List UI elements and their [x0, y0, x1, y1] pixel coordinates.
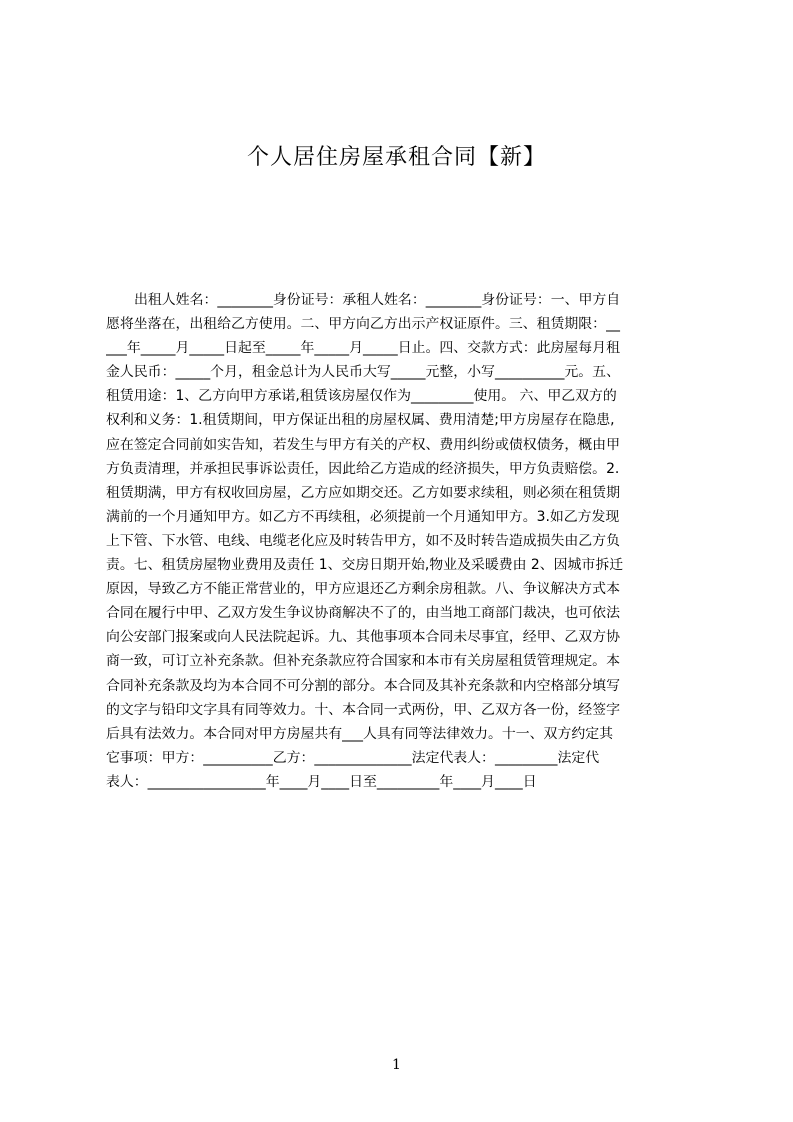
body-line: 向公安部门报案或向人民法院起诉。九、其他事项本合同未尽事宜，经甲、乙双方协: [106, 629, 620, 646]
body-line: 方负责清理，并承担民事诉讼责任，因此给乙方造成的经济损失，甲方负责赔偿。2.: [106, 460, 620, 477]
body-line: 合同补充条款及均为本合同不可分割的部分。本合同及其补充条款和内空格部分填写: [106, 677, 620, 694]
body-line: 应在签定合同前如实告知，若发生与甲方有关的产权、费用纠纷或债权债务，概由甲: [106, 436, 620, 453]
body-line: 它事项：甲方：__________乙方：______________法定代表人：_________法定代: [106, 749, 600, 766]
document-title: 个人居住房屋承租合同【新】: [246, 145, 546, 170]
body-line: 合同在履行中甲、乙双方发生争议协商解决不了的，由当地工商部门裁决，也可依法: [106, 605, 620, 622]
body-line: 金人民币：_____个月，租金总计为人民币大写_____元整，小写__________元。五、: [106, 364, 620, 381]
body-line: 满前的一个月通知甲方。如乙方不再续租，必须提前一个月通知甲方。3.如乙方发现: [106, 508, 620, 525]
body-line: 权利和义务：1.租赁期间，甲方保证出租的房屋权属、费用清楚;甲方房屋存在隐患,: [106, 412, 615, 429]
body-line: 责。七、租赁房屋物业费用及责任 1、交房日期开始,物业及采暖费由 2、因城市拆迁: [106, 557, 624, 574]
body-line: 上下管、下水管、电线、电缆老化应及时转告甲方，如不及时转告造成损失由乙方负: [106, 532, 620, 549]
page-number: 1: [392, 1057, 401, 1073]
body-line: 愿将坐落在，出租给乙方使用。二、甲方向乙方出示产权证原件。三、租赁期限：__: [106, 316, 620, 333]
body-line: 表人：_________________年____月____日至_________年____月____日: [106, 773, 537, 790]
body-line: 租赁用途：1、乙方向甲方承诺,租赁该房屋仅作为_________使用。 六、甲乙双方的: [106, 388, 617, 405]
body-line: 租赁期满，甲方有权收回房屋，乙方应如期交还。乙方如要求续租，则必须在租赁期: [106, 484, 620, 501]
body-line: 原因，导致乙方不能正常营业的，甲方应退还乙方剩余房租款。八、争议解决方式本: [106, 581, 620, 598]
body-line: 出租人姓名：________身份证号：承租人姓名：________身份证号：一、甲方自: [134, 292, 621, 308]
body-line: ___年_____月_____日起至_____年_____月_____日止。四、交款方式：此房屋每月租: [106, 340, 620, 357]
contract-body: [106, 288, 698, 794]
body-line: 商一致，可订立补充条款。但补充条款应符合国家和本市有关房屋租赁管理规定。本: [106, 653, 620, 670]
body-line: 后具有法效力。本合同对甲方房屋共有___人具有同等法律效力。十一、双方约定其: [106, 725, 614, 742]
body-line: 的文字与铅印文字具有同等效力。十、本合同一式两份，甲、乙双方各一份，经签字: [106, 701, 620, 718]
